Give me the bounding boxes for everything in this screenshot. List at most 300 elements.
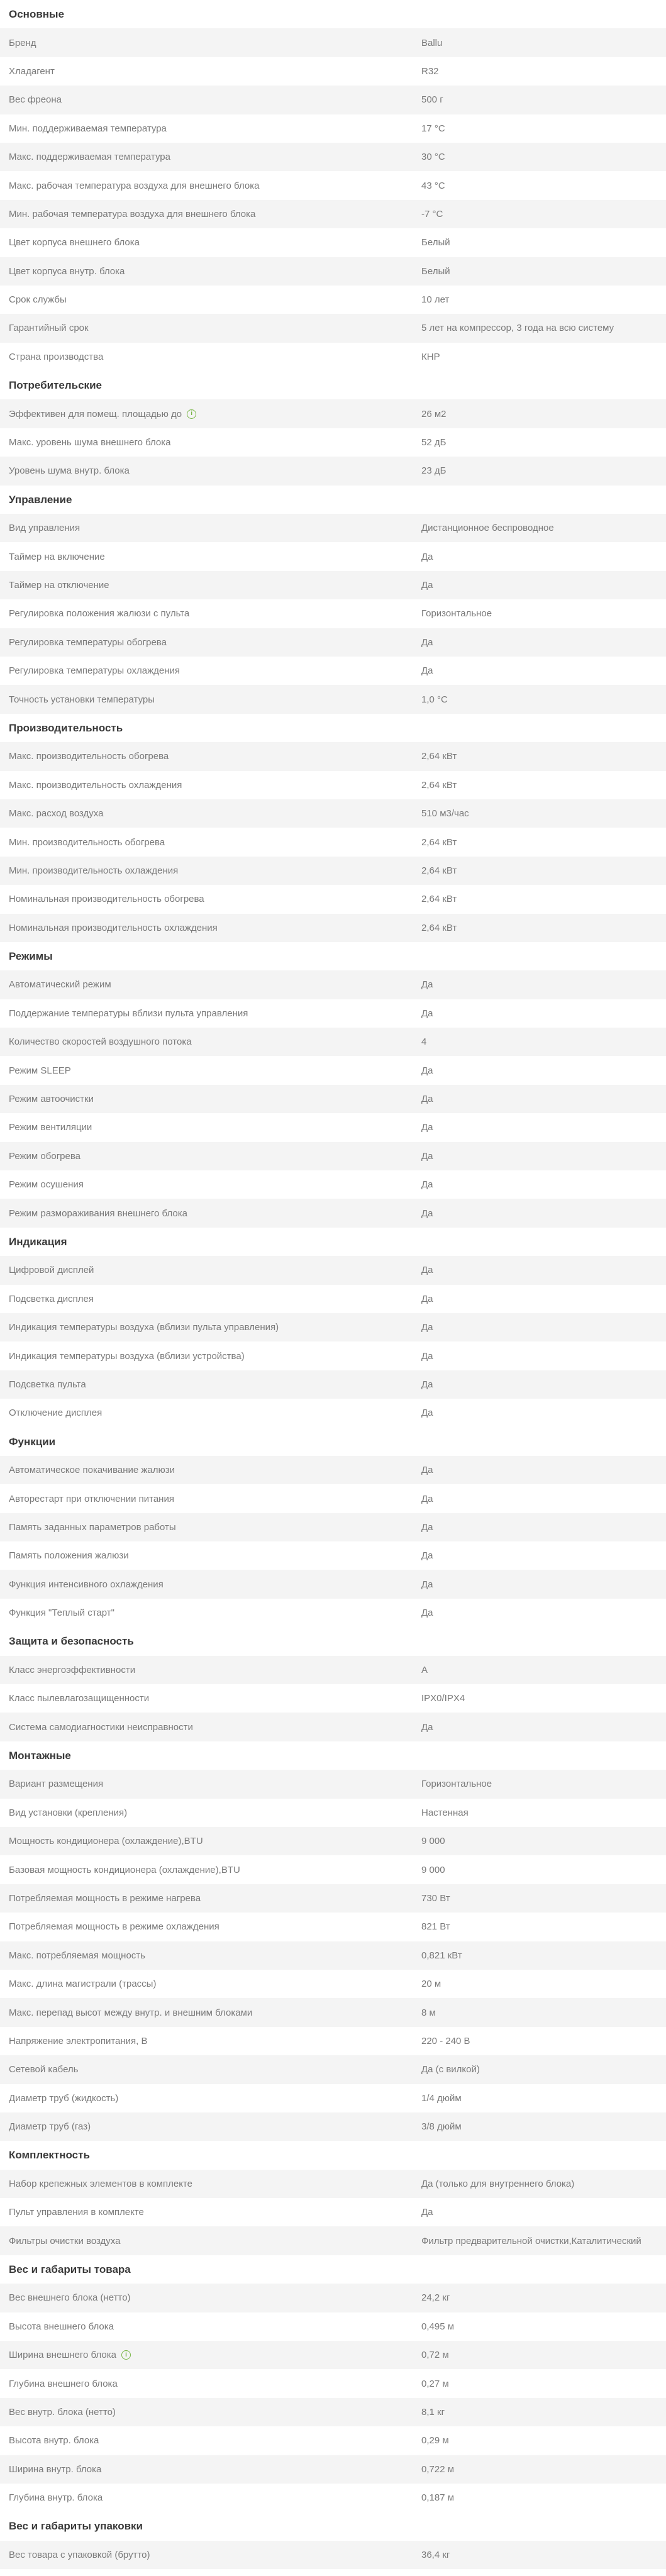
spec-label: Макс. длина магистрали (трассы) <box>9 1979 157 1990</box>
spec-row <box>0 1056 666 1084</box>
spec-label-container <box>0 2464 421 2475</box>
spec-value: Да <box>421 1493 433 1504</box>
spec-value: 1/4 дюйм <box>421 2092 462 2104</box>
spec-label-container <box>0 38 421 48</box>
spec-value: Фильтр предварительной очистки,Каталитический <box>421 2235 641 2246</box>
spec-value: 220 - 240 В <box>421 2035 470 2046</box>
spec-row <box>0 885 666 913</box>
spec-label: Макс. расход воздуха <box>9 808 104 819</box>
spec-label: Макс. уровень шума внешнего блока <box>9 437 171 448</box>
spec-label-container <box>0 1008 421 1019</box>
spec-row <box>0 457 666 485</box>
spec-label-container <box>0 1865 421 1875</box>
spec-value: Да <box>421 1607 433 1619</box>
spec-label-container <box>0 2207 421 2218</box>
spec-value: 36,4 кг <box>421 2549 450 2560</box>
spec-row <box>0 1341 666 1370</box>
spec-label: Напряжение электропитания, В <box>9 2035 148 2046</box>
spec-row <box>0 1998 666 2026</box>
spec-label: Мин. производительность обогрева <box>9 836 165 848</box>
section-title: Вес и габариты товара <box>9 2263 131 2275</box>
spec-row <box>0 171 666 199</box>
spec-value: Да (с вилкой) <box>421 2064 480 2075</box>
spec-value: 2,64 кВт <box>421 865 457 876</box>
spec-row <box>0 2226 666 2255</box>
spec-value: 43 °C <box>421 180 445 191</box>
spec-label-container <box>0 751 421 762</box>
spec-row <box>0 2541 666 2569</box>
spec-label: Макс. производительность охлаждения <box>9 779 182 791</box>
spec-label-container <box>0 665 421 676</box>
spec-row <box>0 1113 666 1141</box>
spec-row <box>0 2027 666 2055</box>
spec-label-container <box>0 979 421 990</box>
spec-row <box>0 1970 666 1998</box>
spec-row <box>0 685 666 713</box>
spec-label: Ширина внешнего блока <box>9 2350 116 2361</box>
spec-label-container <box>0 1665 421 1675</box>
spec-value: Да <box>421 1550 433 1562</box>
spec-label-container <box>0 2492 421 2503</box>
spec-label: Вид управления <box>9 523 80 534</box>
spec-label: Подсветка пульта <box>9 1379 86 1390</box>
spec-label-container <box>0 1807 421 1818</box>
spec-value: 10 лет <box>421 294 450 306</box>
spec-label-container <box>0 2550 421 2560</box>
spec-row <box>0 1170 666 1199</box>
spec-row <box>0 742 666 770</box>
spec-value: Горизонтальное <box>421 1779 492 1790</box>
spec-label-container <box>0 1351 421 1362</box>
spec-label-container <box>0 1893 421 1904</box>
spec-row <box>0 428 666 457</box>
spec-label-container <box>0 1465 421 1475</box>
spec-row <box>0 399 666 428</box>
spec-value: Да <box>421 1379 433 1390</box>
spec-label: Базовая мощность кондиционера (охлаждение),BTU <box>9 1864 240 1875</box>
section-title: Производительность <box>9 721 123 734</box>
spec-value: Да <box>421 1322 433 1333</box>
spec-label-container <box>0 2093 421 2104</box>
spec-value: 2,64 кВт <box>421 894 457 905</box>
spec-value: Да <box>421 1094 433 1105</box>
spec-label: Высота внутр. блока <box>9 2435 99 2446</box>
spec-row <box>0 228 666 257</box>
spec-label: Номинальная производительность обогрева <box>9 894 204 905</box>
spec-label: Вид установки (крепления) <box>9 1807 128 1818</box>
spec-label: Потребляемая мощность в режиме нагрева <box>9 1892 201 1904</box>
spec-row <box>0 257 666 286</box>
spec-row <box>0 2198 666 2226</box>
spec-row <box>0 2426 666 2455</box>
spec-label-container <box>0 1407 421 1418</box>
spec-label: Гарантийный срок <box>9 323 89 334</box>
spec-label-container <box>0 2121 421 2132</box>
spec-label: Бренд <box>9 37 36 48</box>
spec-row <box>0 86 666 114</box>
section-title: Управление <box>9 493 72 506</box>
spec-label-container <box>0 323 421 333</box>
spec-label-container <box>0 1836 421 1846</box>
spec-value: 8,1 кг <box>421 2407 445 2418</box>
spec-value: Да <box>421 1521 433 1533</box>
spec-value: Ballu <box>421 37 443 48</box>
spec-value: Да <box>421 1208 433 1219</box>
spec-value: Белый <box>421 265 450 277</box>
spec-value: 0,29 м <box>421 2435 449 2446</box>
spec-label-container <box>0 1722 421 1733</box>
spec-label-container <box>0 1094 421 1104</box>
spec-value: 0,495 м <box>421 2321 455 2332</box>
spec-row <box>0 1855 666 1884</box>
section-title: Защита и безопасность <box>9 1635 134 1648</box>
spec-label-container <box>0 1779 421 1789</box>
spec-label-container <box>0 266 421 277</box>
spec-label-container <box>0 637 421 648</box>
spec-label: Диаметр труб (газ) <box>9 2121 91 2133</box>
spec-row <box>0 200 666 228</box>
spec-value: Да <box>421 1150 433 1162</box>
spec-label-container <box>0 1208 421 1219</box>
spec-row <box>0 1256 666 1284</box>
spec-label-container <box>0 1979 421 1989</box>
spec-label-container <box>0 1579 421 1590</box>
spec-row <box>0 2312 666 2341</box>
spec-row <box>0 828 666 856</box>
spec-label: Режим размораживания внешнего блока <box>9 1208 187 1219</box>
spec-value: 821 Вт <box>421 1921 450 1933</box>
spec-value: 0,821 кВт <box>421 1950 462 1961</box>
spec-label-container <box>0 1379 421 1390</box>
spec-value: Да <box>421 1265 433 1276</box>
spec-value: 0,27 м <box>421 2378 449 2389</box>
spec-value: 9 000 <box>421 1836 445 1847</box>
spec-label: Таймер на отключение <box>9 580 109 591</box>
spec-label-container <box>0 1322 421 1333</box>
spec-label-container <box>0 2064 421 2075</box>
spec-value: Дистанционное беспроводное <box>421 523 554 534</box>
spec-label: Регулировка температуры обогрева <box>9 636 167 648</box>
spec-value: 510 м3/час <box>421 808 469 819</box>
spec-label: Вес внутр. блока (нетто) <box>9 2407 116 2418</box>
spec-row <box>0 2484 666 2512</box>
spec-label: Макс. производительность обогрева <box>9 751 169 762</box>
spec-row <box>0 143 666 171</box>
spec-label: Функция интенсивного охлаждения <box>9 1579 164 1590</box>
spec-value: 20 м <box>421 1979 441 1990</box>
spec-value: Да <box>421 1407 433 1419</box>
spec-label: Макс. потребляемая мощность <box>9 1950 145 1961</box>
spec-label: Индикация температуры воздуха (вблизи пульта управления) <box>9 1322 279 1333</box>
spec-value: 2,64 кВт <box>421 922 457 933</box>
spec-value: Белый <box>421 237 450 248</box>
spec-value: Да (только для внутреннего блока) <box>421 2178 575 2189</box>
spec-row <box>0 1713 666 1741</box>
spec-row <box>0 1456 666 1484</box>
spec-label-container <box>0 923 421 933</box>
spec-label: Индикация температуры воздуха (вблизи устройства) <box>9 1350 245 1362</box>
spec-value: Да <box>421 665 433 677</box>
spec-value: Да <box>421 1293 433 1304</box>
spec-label-container <box>0 2007 421 2018</box>
spec-label: Вес фреона <box>9 94 62 106</box>
spec-label: Отключение дисплея <box>9 1407 103 1419</box>
spec-label-container <box>0 780 421 791</box>
spec-value: Да <box>421 979 433 991</box>
spec-label: Страна производства <box>9 351 104 362</box>
spec-row <box>0 1684 666 1713</box>
spec-row <box>0 2341 666 2369</box>
spec-row <box>0 1827 666 1855</box>
spec-label: Количество скоростей воздушного потока <box>9 1036 192 1048</box>
spec-label: Режим SLEEP <box>9 1065 71 1076</box>
spec-row <box>0 970 666 999</box>
spec-row <box>0 1599 666 1627</box>
info-icon[interactable]: i <box>187 409 196 419</box>
section-title: Вес и габариты упаковки <box>9 2520 143 2533</box>
spec-row <box>0 514 666 542</box>
spec-label-container <box>0 2179 421 2189</box>
spec-row <box>0 1513 666 1541</box>
spec-value: 9 000 <box>421 1864 445 1875</box>
spec-label: Память заданных параметров работы <box>9 1521 176 1533</box>
spec-value: Да <box>421 1721 433 1733</box>
spec-label: Автоматическое покачивание жалюзи <box>9 1465 175 1476</box>
spec-label: Диаметр труб (жидкость) <box>9 2092 119 2104</box>
info-icon[interactable]: i <box>121 2350 131 2360</box>
spec-label-container <box>0 237 421 248</box>
spec-value: 1,0 °C <box>421 694 448 705</box>
spec-label-container <box>0 2435 421 2446</box>
spec-label: Макс. поддерживаемая температура <box>9 152 170 163</box>
spec-value: КНР <box>421 351 440 362</box>
spec-row <box>0 1370 666 1399</box>
spec-label-container <box>0 1494 421 1504</box>
spec-label-container <box>0 180 421 191</box>
spec-label-container <box>0 352 421 362</box>
spec-label: Класс энергоэффективности <box>9 1664 136 1675</box>
spec-value: Да <box>421 1579 433 1590</box>
spec-value: 2,64 кВт <box>421 836 457 848</box>
spec-label-container <box>0 123 421 134</box>
spec-label-container <box>0 1607 421 1618</box>
spec-label: Регулировка температуры охлаждения <box>9 665 180 677</box>
spec-label-container <box>0 465 421 476</box>
spec-label: Потребляемая мощность в режиме охлаждения <box>9 1921 219 1933</box>
spec-label: Режим осушения <box>9 1179 84 1191</box>
spec-row <box>0 542 666 570</box>
spec-label-container <box>0 2407 421 2418</box>
spec-label: Функция "Теплый старт" <box>9 1607 114 1619</box>
spec-row <box>0 914 666 942</box>
spec-label-container <box>0 2036 421 2046</box>
spec-label: Авторестарт при отключении питания <box>9 1493 174 1504</box>
spec-label: Мощность кондиционера (охлаждение),BTU <box>9 1836 203 1847</box>
spec-label: Хладагент <box>9 65 55 77</box>
spec-label-container <box>0 1036 421 1047</box>
spec-label-container <box>0 1693 421 1704</box>
spec-row <box>0 599 666 628</box>
spec-value: 0,187 м <box>421 2492 455 2504</box>
spec-label: Уровень шума внутр. блока <box>9 465 130 477</box>
spec-label: Пульт управления в комплекте <box>9 2207 144 2218</box>
spec-value: Да <box>421 1465 433 1476</box>
spec-label: Глубина внешнего блока <box>9 2378 118 2389</box>
spec-row <box>0 28 666 57</box>
spec-label: Номинальная производительность охлаждения <box>9 922 218 933</box>
spec-value: -7 °C <box>421 208 443 219</box>
spec-label: Таймер на включение <box>9 551 105 562</box>
spec-label: Мин. рабочая температура воздуха для внешнего блока <box>9 208 256 219</box>
spec-label-container <box>0 837 421 848</box>
spec-value: A <box>421 1664 428 1675</box>
spec-label-container <box>0 2350 421 2360</box>
spec-label: Автоматический режим <box>9 979 111 991</box>
spec-label-container <box>0 2379 421 2389</box>
spec-row <box>0 771 666 799</box>
spec-value: Да <box>421 1008 433 1019</box>
spec-value: 30 °C <box>421 152 445 163</box>
spec-row <box>0 1313 666 1341</box>
spec-value: 24,2 кг <box>421 2292 450 2304</box>
spec-row <box>0 1656 666 1684</box>
spec-label: Цифровой дисплей <box>9 1265 94 1276</box>
spec-label: Класс пылевлагозащищенности <box>9 1693 150 1704</box>
spec-row <box>0 2170 666 2198</box>
spec-label: Цвет корпуса внутр. блока <box>9 265 125 277</box>
spec-row <box>0 2369 666 2397</box>
spec-row <box>0 1085 666 1113</box>
spec-row <box>0 2055 666 2084</box>
spec-row <box>0 1142 666 1170</box>
spec-row <box>0 1770 666 1798</box>
spec-row <box>0 799 666 828</box>
spec-label-container <box>0 1950 421 1961</box>
spec-label: Режим автоочистки <box>9 1094 94 1105</box>
spec-value: Да <box>421 580 433 591</box>
spec-row <box>0 1570 666 1598</box>
spec-label-container <box>0 152 421 162</box>
spec-value: Да <box>421 551 433 562</box>
spec-label-container <box>0 694 421 705</box>
spec-label-container <box>0 294 421 305</box>
spec-row <box>0 857 666 885</box>
section-title: Комплектность <box>9 2149 90 2162</box>
spec-label-container <box>0 2292 421 2303</box>
spec-label: Вес внешнего блока (нетто) <box>9 2292 131 2304</box>
spec-label: Мин. производительность охлаждения <box>9 865 179 876</box>
spec-label-container <box>0 209 421 219</box>
spec-label: Вариант размещения <box>9 1779 104 1790</box>
spec-value: IPX0/IPX4 <box>421 1693 465 1704</box>
section-title: Монтажные <box>9 1749 71 1762</box>
spec-label-container <box>0 2236 421 2246</box>
spec-row <box>0 57 666 86</box>
spec-label: Макс. перепад высот между внутр. и внешним блоками <box>9 2007 253 2018</box>
spec-row <box>0 2084 666 2112</box>
spec-label-container <box>0 1921 421 1932</box>
spec-value: Да <box>421 1350 433 1362</box>
spec-label: Регулировка положения жалюзи с пульта <box>9 608 190 619</box>
spec-label-container <box>0 1550 421 1561</box>
spec-label: Мин. поддерживаемая температура <box>9 123 167 134</box>
spec-label: Режим вентиляции <box>9 1122 92 1133</box>
spec-row <box>0 2455 666 2484</box>
spec-label-container <box>0 1122 421 1133</box>
spec-label-container <box>0 1522 421 1533</box>
spec-value: 730 Вт <box>421 1892 450 1904</box>
spec-row <box>0 999 666 1028</box>
spec-value: 0,72 м <box>421 2350 449 2361</box>
section-title: Режимы <box>9 950 53 962</box>
spec-label-container <box>0 1294 421 1304</box>
spec-label-container <box>0 1265 421 1275</box>
spec-row <box>0 2112 666 2141</box>
spec-row <box>0 2284 666 2312</box>
spec-row <box>0 1913 666 1941</box>
spec-label: Режим обогрева <box>9 1150 80 1162</box>
spec-value: 8 м <box>421 2007 436 2018</box>
spec-value: Да <box>421 1179 433 1191</box>
spec-label: Цвет корпуса внешнего блока <box>9 237 140 248</box>
spec-label-container <box>0 437 421 448</box>
spec-label-container <box>0 409 421 419</box>
spec-label: Высота внешнего блока <box>9 2321 114 2332</box>
spec-value: 2,64 кВт <box>421 751 457 762</box>
spec-row <box>0 1199 666 1227</box>
spec-label-container <box>0 1065 421 1076</box>
spec-label-container <box>0 1151 421 1162</box>
spec-label: Подсветка дисплея <box>9 1293 94 1304</box>
spec-value: Настенная <box>421 1807 469 1818</box>
spec-row <box>0 343 666 371</box>
spec-label-container <box>0 523 421 533</box>
spec-value: Да <box>421 636 433 648</box>
spec-row <box>0 2398 666 2426</box>
spec-row <box>0 1484 666 1513</box>
section-title: Индикация <box>9 1235 67 1248</box>
spec-row <box>0 657 666 685</box>
spec-label-container <box>0 66 421 77</box>
spec-row <box>0 1541 666 1570</box>
spec-value: 500 г <box>421 94 443 106</box>
spec-value: Да <box>421 2207 433 2218</box>
spec-label-container <box>0 1179 421 1190</box>
spec-value: 4 <box>421 1036 427 1048</box>
spec-value: 2,64 кВт <box>421 779 457 791</box>
spec-row <box>0 1028 666 1056</box>
spec-row <box>0 114 666 143</box>
spec-value: 23 дБ <box>421 465 447 477</box>
section-title: Основные <box>9 8 65 20</box>
spec-label: Поддержание температуры вблизи пульта управления <box>9 1008 248 1019</box>
spec-row <box>0 1884 666 1913</box>
spec-label-container <box>0 608 421 619</box>
spec-label: Набор крепежных элементов в комплекте <box>9 2178 192 2189</box>
spec-label-container <box>0 894 421 904</box>
spec-row <box>0 628 666 657</box>
spec-row <box>0 1941 666 1970</box>
spec-label: Ширина внутр. блока <box>9 2463 102 2475</box>
spec-label-container <box>0 2321 421 2332</box>
section-title: Функции <box>9 1435 56 1448</box>
spec-label: Эффективен для помещ. площадью до <box>9 408 182 419</box>
spec-value: 0,722 м <box>421 2463 455 2475</box>
spec-label: Память положения жалюзи <box>9 1550 129 1562</box>
spec-value: 52 дБ <box>421 437 447 448</box>
spec-row <box>0 1399 666 1427</box>
spec-value: R32 <box>421 65 439 77</box>
